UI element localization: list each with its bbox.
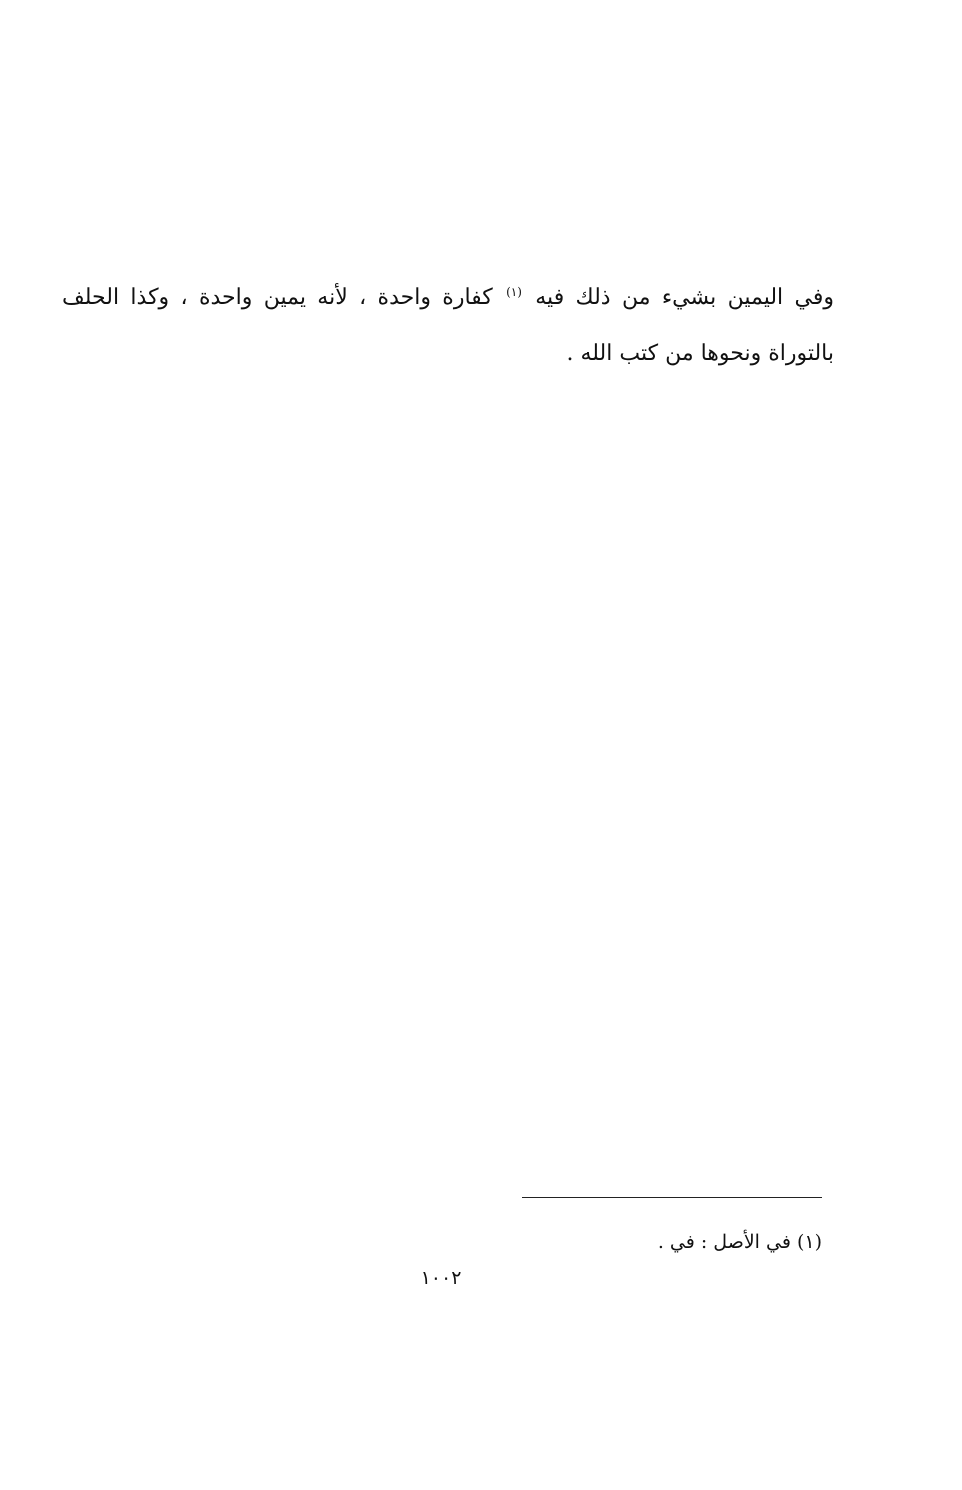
- footnote-reference: (١): [506, 284, 522, 299]
- body-line-1: [62, 270, 834, 326]
- footnote-divider: [522, 1197, 822, 1198]
- body-line-2: بالتوراة ونحوها من كتب الله .: [566, 341, 834, 366]
- body-paragraph: [62, 270, 834, 382]
- page-number: ١٠٠٢: [420, 1267, 462, 1289]
- body-line-1-end: كفارة واحدة ، لأنه يمين واحدة ، وكذا الحلف: [62, 285, 493, 310]
- body-line-1-start: وفي اليمين بشيء من ذلك فيه: [535, 285, 834, 310]
- footnote-text: (١) في الأصل : في .: [657, 1231, 822, 1253]
